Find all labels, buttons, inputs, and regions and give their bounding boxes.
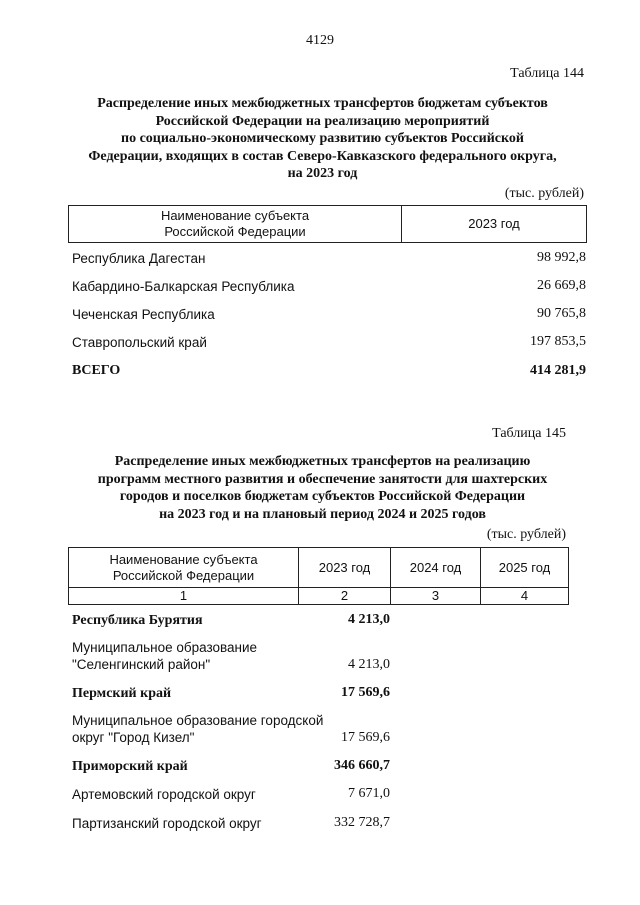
row-value: 26 669,8 (537, 278, 586, 293)
table-row (72, 332, 586, 352)
table-144-header-year: 2023 год (401, 205, 587, 243)
title-line: Федерации, входящих в состав Северо-Кавказского федерального округа, (88, 148, 557, 164)
row-name: Кабардино-Балкарская Республика (72, 278, 295, 294)
header-text: Российской Федерации (164, 224, 306, 239)
table-144-title (60, 95, 585, 183)
table-145-title (60, 453, 585, 523)
table-144-header-name (68, 205, 402, 243)
row-value: 98 992,8 (537, 250, 586, 265)
row-name: Партизанский городской округ (72, 816, 262, 831)
row-value: 4 213,0 (348, 657, 390, 672)
table-row (72, 639, 390, 675)
table-row (72, 276, 586, 296)
row-value: 197 853,5 (530, 334, 586, 349)
row-name: Республика Дагестан (72, 250, 206, 266)
title-line: Распределение иных межбюджетных трансфертов на реализацию (114, 454, 531, 469)
row-name: Муниципальное образование городской округ "Город Кизел" (72, 713, 324, 745)
row-value: 17 569,6 (341, 730, 390, 745)
total-value: 414 281,9 (530, 363, 586, 378)
column-number: 3 (390, 587, 481, 605)
row-value: 17 569,6 (341, 685, 390, 700)
row-name: Артемовский городской округ (72, 787, 256, 802)
row-value: 7 671,0 (348, 786, 390, 801)
header-text: Российской Федерации (112, 567, 255, 583)
header-text: Наименование субъекта (109, 551, 258, 567)
total-label: ВСЕГО (72, 363, 121, 378)
column-number: 2 (298, 587, 391, 605)
title-line: по социально-экономическому развитию субъектов Российской (121, 131, 524, 146)
table-total-row (72, 361, 586, 381)
table-145-unit: (тыс. рублей) (486, 527, 566, 542)
title-line: городов и поселков бюджетам субъектов Российской Федерации (119, 489, 526, 504)
table-row (72, 685, 390, 705)
title-line: Распределение иных межбюджетных трансфертов бюджетам субъектов (97, 96, 548, 111)
table-row (72, 712, 390, 748)
table-145-label: Таблица 145 (492, 426, 566, 441)
row-name: Ставропольский край (72, 334, 207, 350)
table-145-header-2024: 2024 год (390, 547, 481, 588)
table-row (72, 248, 586, 268)
column-number: 1 (68, 587, 299, 605)
row-name: Пермский край (72, 686, 172, 701)
title-line: на 2023 год и на плановый период 2024 и 2025 годов (159, 506, 486, 522)
column-number: 4 (480, 587, 569, 605)
table-row (72, 304, 586, 324)
row-value: 90 765,8 (537, 306, 586, 321)
row-value: 332 728,7 (334, 815, 390, 830)
table-row (72, 612, 390, 632)
table-144-unit: (тыс. рублей) (504, 186, 584, 201)
title-line: Российской Федерации на реализацию мероприятий (155, 113, 490, 129)
row-name: Республика Бурятия (72, 613, 203, 628)
table-145-header-2023: 2023 год (298, 547, 391, 588)
title-line: программ местного развития и обеспечение занятости для шахтерских (97, 471, 548, 487)
table-145-header-name (68, 547, 299, 588)
header-text: Наименование субъекта (160, 208, 310, 223)
table-145-header-2025: 2025 год (480, 547, 569, 588)
row-name: Приморский край (72, 759, 188, 774)
table-row (72, 758, 390, 778)
row-value: 4 213,0 (348, 612, 390, 627)
title-line: на 2023 год (287, 166, 358, 181)
table-row (72, 786, 390, 806)
row-value: 346 660,7 (334, 758, 390, 773)
row-name: Чеченская Республика (72, 306, 215, 322)
table-144-label: Таблица 144 (510, 66, 584, 81)
row-name: Муниципальное образование "Селенгинский район" (72, 640, 258, 672)
table-row (72, 815, 390, 835)
page-number: 4129 (306, 33, 334, 48)
